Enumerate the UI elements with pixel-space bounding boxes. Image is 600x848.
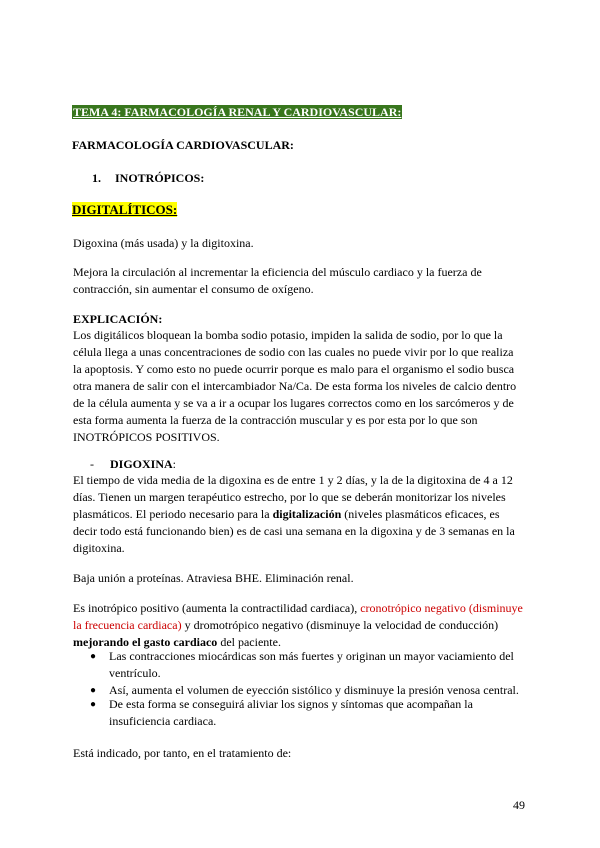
subheading [72, 202, 177, 218]
digoxina-label: DIGOXINA [110, 457, 173, 471]
numbered-heading [92, 170, 204, 186]
paragraph-line: El tiempo de vida media de la digoxina es de entre 1 y 2 días, y la de la digitoxina de 4 a 12 [73, 473, 513, 487]
text-run: y dromotrópico negativo (disminuye la velocidad de conducción) [181, 618, 499, 632]
paragraph-line [73, 600, 533, 617]
paragraph-union: Baja unión a proteínas. Atraviesa BHE. Eliminación renal. [73, 571, 354, 585]
paragraph-mejora [73, 264, 533, 298]
paragraph-line: INOTRÓPICOS POSITIVOS. [73, 430, 220, 444]
paragraph-line: Mejora la circulación al incrementar la eficiencia del músculo cardiaco y la fuerza de [73, 265, 482, 279]
paragraph-indicado: Está indicado, por tanto, en el tratamiento de: [73, 746, 292, 760]
heading-label: INOTRÓPICOS: [115, 171, 205, 185]
paragraph-line: de la célula aumenta y se va a ir a ocupar los lugares correctos como en los sarcómeros y de [73, 396, 514, 410]
paragraph-line [73, 617, 533, 634]
paragraph-line: Así, aumenta el volumen de eyección sistólico y disminuye la presión venosa central. [109, 683, 519, 697]
text-run: del paciente. [217, 635, 281, 649]
gasto-cardiaco-term: mejorando el gasto cardiaco [73, 635, 218, 649]
paragraph-line: decir todo está funcionando bien) es de casi una semana en la digoxina y de 3 semanas en la [73, 524, 515, 538]
red-text-run: cronotrópico negativo (disminuye [360, 601, 523, 615]
paragraph-line: Las contracciones miocárdicas son más fuertes y originan un mayor vaciamiento del [109, 649, 514, 663]
subheading-text: DIGITALÍTICOS: [72, 202, 178, 217]
paragraph-line: la apoptosis. Y como esto no puede ocurrir porque es malo para el organismo el sodio busca [73, 362, 515, 376]
digoxina-heading [110, 456, 176, 472]
paragraph-line [73, 506, 533, 523]
digitalizacion-term: digitalización [272, 507, 342, 521]
red-text-run: la frecuencia cardiaca) [73, 618, 182, 632]
bullet-icon: ● [90, 685, 97, 696]
digoxina-colon: : [172, 457, 177, 471]
bullet-icon: ● [90, 651, 97, 662]
bullet-icon: ● [90, 699, 97, 710]
paragraph-line: Los digitálicos bloquean la bomba sodio potasio, impiden la salida de sodio, por lo que la [73, 328, 503, 342]
paragraph-explicacion [73, 327, 533, 446]
paragraph-line: digitoxina. [73, 541, 125, 555]
page-number: 49 [513, 798, 525, 812]
text-run: Es inotrópico positivo (aumenta la contractilidad cardiaca), [73, 601, 361, 615]
digoxina-dash: - [90, 457, 94, 471]
text-run: (niveles plasmáticos eficaces, es [341, 507, 500, 521]
paragraph-digoxina [73, 472, 533, 557]
topic-title-text: TEMA 4: FARMACOLOGÍA RENAL Y CARDIOVASCULAR: [73, 105, 402, 119]
section-title: FARMACOLOGÍA CARDIOVASCULAR: [72, 138, 294, 152]
text-run: plasmáticos. El periodo necesario para la [73, 507, 273, 521]
paragraph-line: ventrículo. [109, 666, 161, 680]
paragraph-line: De esta forma se conseguirá aliviar los signos y síntomas que acompañan la [109, 697, 473, 711]
paragraph-inotropico [73, 600, 533, 651]
explicacion-label: EXPLICACIÓN: [73, 312, 163, 326]
bullet-item [109, 648, 539, 682]
paragraph-line: esta forma aumenta la fuerza de la contracción muscular y es por esta por lo que son [73, 413, 478, 427]
paragraph-digoxina-intro: Digoxina (más usada) y la digitoxina. [73, 236, 254, 250]
paragraph-line: días. Tienen un margen terapéutico estrecho, por lo que se deberán monitorizar los niveles [73, 490, 506, 504]
bullet-item [109, 696, 539, 730]
paragraph-line: otra manera de salir con el intercambiador Na/Ca. De esta forma los niveles de calcio dentro [73, 379, 517, 393]
paragraph-line: célula llega a unas concentraciones de sodio con las cuales no puede vivir por lo que realiza [73, 345, 514, 359]
paragraph-line: contracción, sin aumentar el consumo de oxígeno. [73, 282, 314, 296]
topic-title [72, 104, 402, 120]
heading-number: 1. [92, 171, 101, 185]
paragraph-line: insuficiencia cardiaca. [109, 714, 217, 728]
